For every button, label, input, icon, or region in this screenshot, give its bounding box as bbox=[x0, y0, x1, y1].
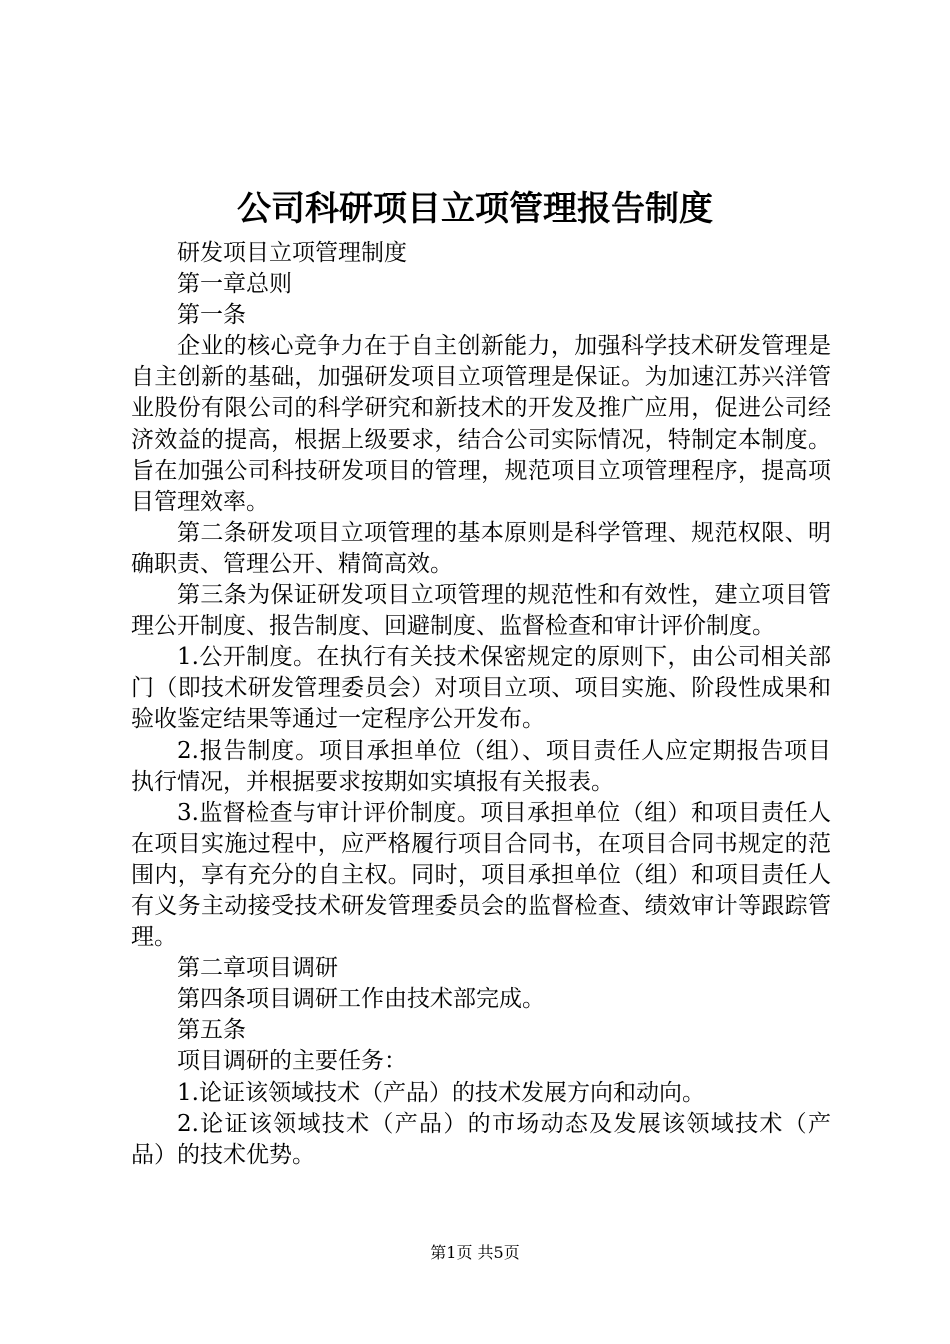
paragraph: 3.监督检查与审计评价制度。项目承担单位（组）和项目责任人在项目实施过程中，应严格履行项目合同书，在项目合同书规定的范围内，享有充分的自主权。同时，项目承担单位（组）和项目责任人有义务主动接受技术研发管理委员会的监督检查、绩效审计等跟踪管理。 bbox=[131, 799, 831, 951]
paragraph: 第一条 bbox=[177, 302, 246, 329]
document-title: 公司科研项目立项管理报告制度 bbox=[237, 189, 713, 229]
paragraph: 1.论证该领域技术（产品）的技术发展方向和动向。 bbox=[177, 1079, 705, 1106]
paragraph: 第二条研发项目立项管理的基本原则是科学管理、规范权限、明确职责、管理公开、精简高效。 bbox=[131, 519, 831, 577]
paragraph: 第一章总则 bbox=[177, 271, 292, 298]
paragraph: 第四条项目调研工作由技术部完成。 bbox=[177, 986, 545, 1013]
paragraph: 第五条 bbox=[177, 1017, 246, 1044]
paragraph: 第二章项目调研 bbox=[177, 955, 338, 982]
paragraph: 1.公开制度。在执行有关技术保密规定的原则下，由公司相关部门（即技术研发管理委员会）对项目立项、项目实施、阶段性成果和验收鉴定结果等通过一定程序公开发布。 bbox=[131, 644, 831, 733]
paragraph: 研发项目立项管理制度 bbox=[177, 240, 407, 266]
document-body bbox=[131, 238, 831, 1171]
page-footer: 第1页 共5页 bbox=[430, 1243, 520, 1262]
paragraph: 项目调研的主要任务： bbox=[177, 1048, 407, 1075]
paragraph: 2.报告制度。项目承担单位（组）、项目责任人应定期报告项目执行情况，并根据要求按期如实填报有关报表。 bbox=[131, 737, 831, 795]
paragraph: 第三条为保证研发项目立项管理的规范性和有效性，建立项目管理公开制度、报告制度、回避制度、监督检查和审计评价制度。 bbox=[131, 582, 831, 640]
paragraph: 2.论证该领域技术（产品）的市场动态及发展该领域技术（产品）的技术优势。 bbox=[131, 1110, 831, 1168]
paragraph: 企业的核心竞争力在于自主创新能力，加强科学技术研发管理是自主创新的基础，加强研发项目立项管理是保证。为加速江苏兴洋管业股份有限公司的科学研究和新技术的开发及推广应用，促进公司经济效益的提高，根据上级要求，结合公司实际情况，特制定本制度。旨在加强公司科技研发项目的管理，规范项目立项管理程序，提高项目管理效率。 bbox=[131, 333, 831, 515]
